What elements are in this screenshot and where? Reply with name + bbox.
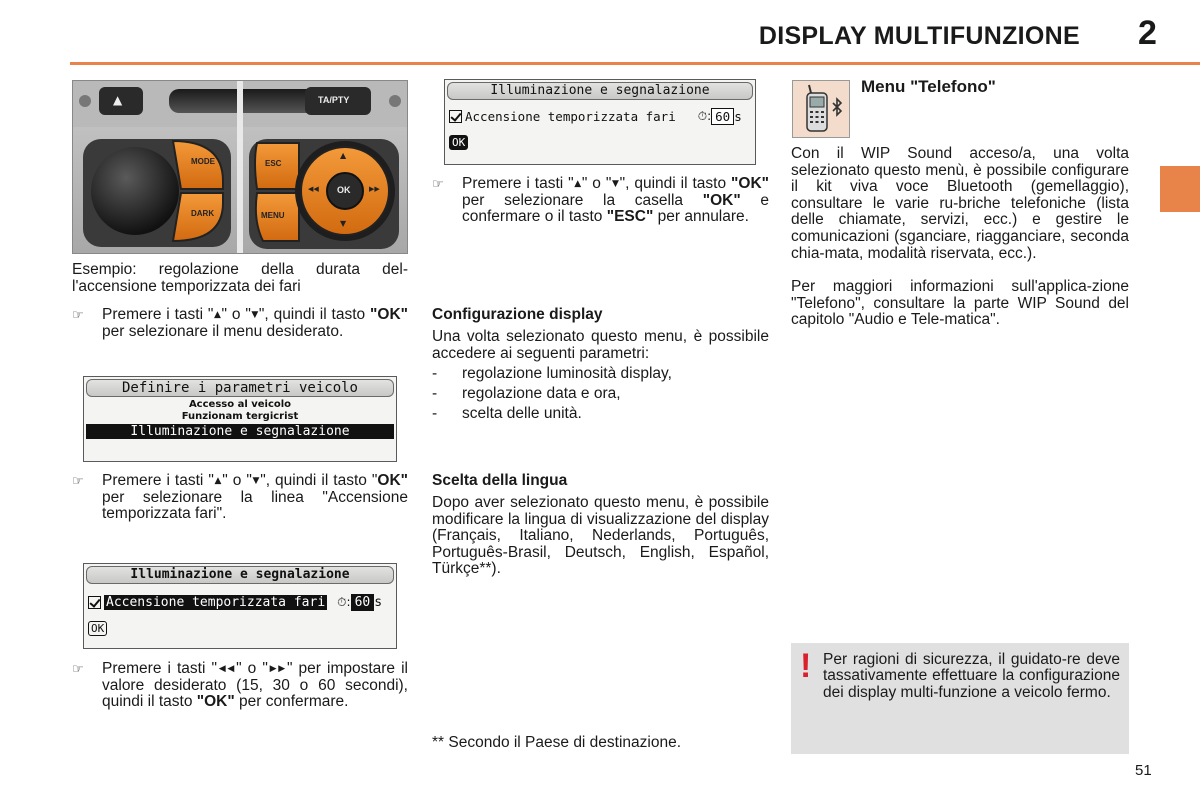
row-timed-headlamps: Accensione temporizzata fari xyxy=(106,595,326,610)
fast-forward-icon: ▶▶ xyxy=(369,185,380,193)
step-set-value: ☞ Premere i tasti "◀◀" o "▶▶" per impostare il valore desiderato (15, 30 o 60 secondi), quindi il tasto "OK" per confermare. xyxy=(72,660,408,711)
arrow-down-icon: ▼ xyxy=(251,476,261,486)
esc-button: ESC xyxy=(265,159,282,168)
step-select-line: ☞ Premere i tasti "▲" o "▼", quindi il tasto "OK" per selezionare la linea "Accensione temporizzata fari". xyxy=(72,472,409,523)
chapter-number: 2 xyxy=(1138,14,1157,52)
screen-lighting-edit xyxy=(83,563,397,649)
safety-warning-text: Per ragioni di sicurezza, il guidato-re deve tassativamente effettuare la configurazione dei display multi-funzione a veicolo fermo. xyxy=(823,651,1120,701)
language-heading: Scelta della lingua xyxy=(432,472,568,489)
hand-pointer-icon: ☞ xyxy=(72,474,84,489)
menu-button: MENU xyxy=(261,211,285,220)
phone-menu-description: Con il WIP Sound acceso/a, una volta selezionato questo menù, è possibile configurare il kit viva voce Bluetooth (gemellaggio), consultare le varie ru-briche telefoniche (lista delle chiamate, servizi, ecc.) e gestire le comunicazioni (sganciare, riagganciare, seconda chia-mata, modalità riservata, ecc.). xyxy=(791,145,1129,262)
mode-button: MODE xyxy=(191,157,215,166)
hand-pointer-icon: ☞ xyxy=(72,662,84,677)
fast-forward-icon: ▶▶ xyxy=(267,664,287,674)
row-timed-headlamps: Accensione temporizzata fari xyxy=(465,109,676,124)
chapter-tab xyxy=(1160,166,1200,212)
duration-value: 60 xyxy=(351,594,375,611)
screen-vehicle-parameters xyxy=(83,376,397,462)
screen-title: Illuminazione e segnalazione xyxy=(447,82,753,100)
menu-item-lighting-selected: Illuminazione e segnalazione xyxy=(86,424,394,439)
menu-item-vehicle-access: Accesso al veicolo xyxy=(188,399,292,410)
config-display-list: - regolazione luminosità display, - regolazione data e ora, - scelta delle unità. xyxy=(432,365,672,423)
ok-checkbox-selected: OK xyxy=(449,135,468,150)
control-panel-illustration xyxy=(72,80,408,254)
page-number: 51 xyxy=(1135,762,1152,779)
dark-button: DARK xyxy=(191,209,215,218)
duration-unit: s xyxy=(374,595,383,610)
ok-checkbox: OK xyxy=(88,621,107,636)
screen-lighting-confirm xyxy=(444,79,756,165)
rewind-icon: ◀◀ xyxy=(308,185,319,193)
arrow-down-icon: ▼ xyxy=(340,219,347,228)
panel-caption: Esempio: regolazione della durata del-l'accensione temporizzata dei fari xyxy=(72,261,408,295)
step-confirm: ☞ Premere i tasti "▲" o "▼", quindi il tasto "OK" per selezionare la casella "OK" e confermare o il tasto "ESC" per annulare. xyxy=(432,175,769,226)
arrow-up-icon: ▲ xyxy=(573,179,582,189)
arrow-up-icon: ▲ xyxy=(213,476,223,486)
arrow-up-icon: ▲ xyxy=(340,151,347,160)
arrow-up-icon: ▲ xyxy=(213,310,222,320)
config-display-intro: Una volta selezionato questo menu, è possibile accedere ai seguenti parametri: xyxy=(432,328,769,362)
checkbox-icon xyxy=(88,596,101,609)
config-display-heading: Configurazione display xyxy=(432,306,603,323)
list-item: regolazione luminosità display, xyxy=(462,365,672,382)
checkbox-icon xyxy=(449,110,462,123)
screen-title: Illuminazione e segnalazione xyxy=(86,566,394,584)
arrow-down-icon: ▼ xyxy=(611,179,620,189)
ok-button: OK xyxy=(337,185,351,195)
warning-exclamation-icon: ! xyxy=(800,647,812,685)
duration-value: 60 xyxy=(711,108,734,125)
phone-menu-title: Menu "Telefono" xyxy=(861,77,996,96)
control-panel-drawing xyxy=(73,81,408,254)
duration-unit: s xyxy=(734,109,742,124)
list-item: scelta delle unità. xyxy=(462,405,582,423)
volume-knob xyxy=(91,147,179,235)
eject-icon: ▲ xyxy=(113,93,123,107)
phone-menu-reference: Per maggiori informazioni sull'applica-zione "Telefono", consultare la parte WIP Sound del capitolo "Audio e Tele-matica". xyxy=(791,278,1129,329)
hand-pointer-icon: ☞ xyxy=(432,177,444,192)
screen-title: Definire i parametri veicolo xyxy=(86,379,394,397)
safety-warning-box xyxy=(791,643,1129,754)
step-select-menu: ☞ Premere i tasti "▲" o "▼", quindi il tasto "OK" per selezionare il menu desiderato. xyxy=(72,306,408,340)
timer-icon: ⏱: xyxy=(337,595,351,609)
rewind-icon: ◀◀ xyxy=(217,664,237,674)
cd-slot xyxy=(169,89,319,113)
list-item: regolazione data e ora, xyxy=(462,385,621,403)
page-title: DISPLAY MULTIFUNZIONE xyxy=(758,22,1080,50)
header-rule xyxy=(70,62,1200,65)
hand-pointer-icon: ☞ xyxy=(72,308,84,323)
timer-icon: ⏱: xyxy=(697,109,712,123)
footnote: ** Secondo il Paese di destinazione. xyxy=(432,734,682,751)
arrow-down-icon: ▼ xyxy=(250,310,259,320)
ta-pty-button: TA/PTY xyxy=(318,95,350,105)
menu-item-wipers: Funzionam tergicrist xyxy=(181,411,299,422)
phone-bluetooth-icon xyxy=(792,80,850,138)
language-text: Dopo aver selezionato questo menu, è possibile modificare la lingua di visualizzazione del display (Français, Italiano, Nederlands, Português, Português-Brasil, Deutsch, English, Español, Türkçe**). xyxy=(432,494,769,578)
